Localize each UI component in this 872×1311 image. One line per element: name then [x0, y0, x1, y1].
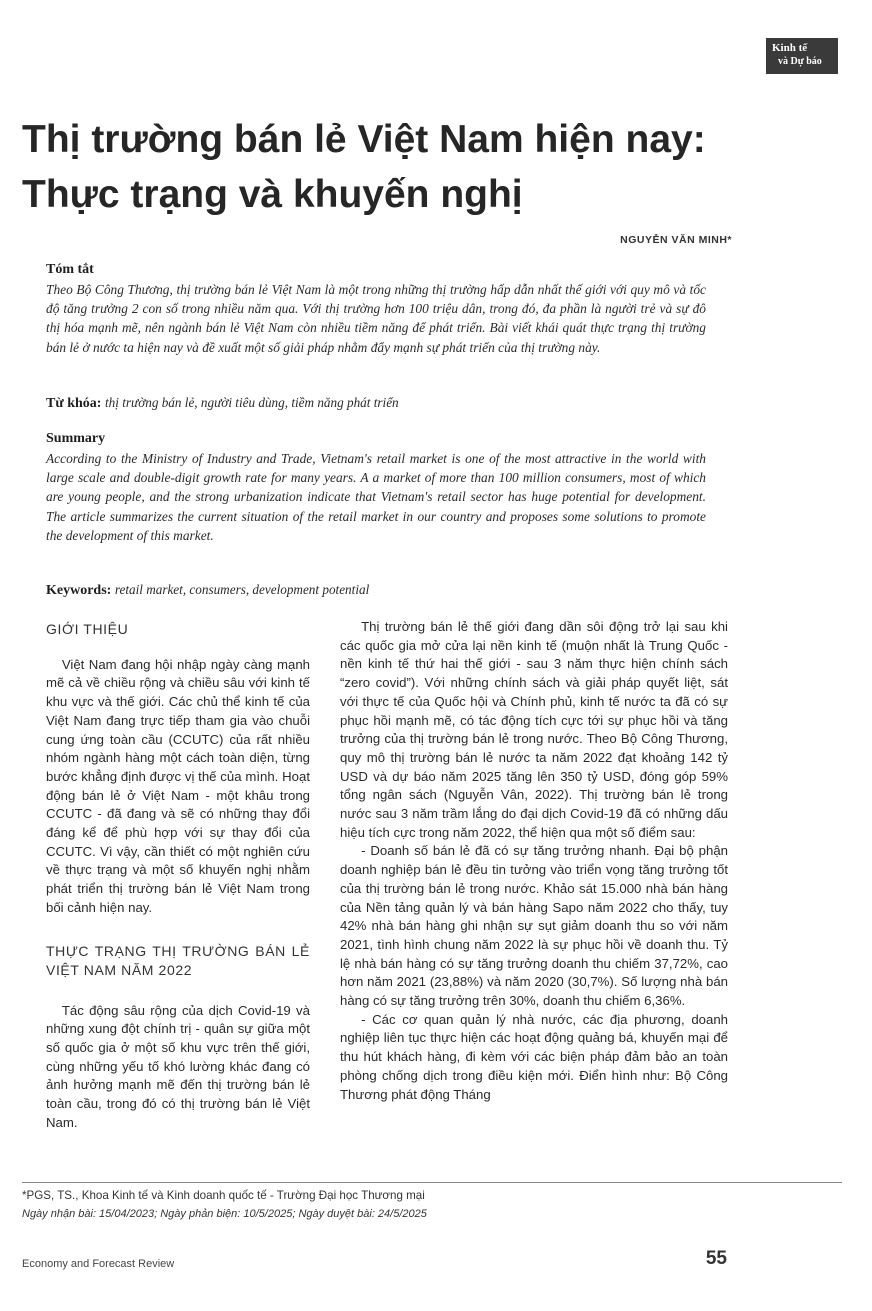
right-paragraph-3: - Các cơ quan quản lý nhà nước, các địa phương, doanh nghiệp liên tục thực hiện các hoạt động quảng bá, khuyến mại để thu hút khách hàng, đi kèm với các biện pháp đảm bảo an toàn phòng chống dịch trong điều kiện mới. Điển hình như: Bộ Công Thương phát động Tháng: [340, 1011, 728, 1102]
keywords-vi-label: Từ khóa:: [46, 396, 102, 411]
author-name: NGUYỄN VĂN MINH*: [620, 234, 732, 246]
section-intro-title: GIỚI THIỆU: [46, 621, 129, 637]
left-column: [46, 620, 310, 1132]
right-column: [340, 618, 728, 1104]
section-status-text: Tác động sâu rộng của dịch Covid-19 và những xung đột chính trị - quân sự giữa một số quốc gia ở một số khu vực trên thế giới, cùng những yếu tố khó lường khác đang có ảnh hưởng mạnh mẽ đến thị trường bán lẻ toàn cầu, trong đó có thị trường bán lẻ Việt Nam.: [46, 1002, 310, 1130]
article-title: [22, 112, 782, 222]
section-intro-text: Việt Nam đang hội nhập ngày càng mạnh mẽ cả về chiều rộng và chiều sâu với kinh tế khu vực và thế giới. Các chủ thể kinh tế của Việt Nam đang trực tiếp tham gia vào chuỗi cung ứng toàn cầu (CCUTC) của rất nhiều nhóm ngành hàng một cách toàn diện, từng bước khẳng định được vị thế của mình. Hoạt động bán lẻ ở Việt Nam - một khâu trong CCUTC - đã đang và sẽ có những thay đổi đáng kể để phù hợp với sự thay đổi của CCUTC. Vì vậy, cần thiết có một nghiên cứu về thực trạng và một số khuyến nghị nhằm phát triển thị trường bán lẻ Việt Nam trong bối cảnh hiện nay.: [46, 656, 310, 915]
journal-badge: [766, 38, 838, 74]
abstract-en: [46, 431, 706, 545]
keywords-en-text: retail market, consumers, development potential: [114, 582, 370, 597]
footnote-affiliation: *PGS, TS., Khoa Kinh tế và Kinh doanh quốc tế - Trường Đại học Thương mại: [22, 1189, 425, 1202]
title-line1: Thị trường bán lẻ Việt Nam hiện nay:: [22, 118, 706, 161]
section-status-title: THỰC TRẠNG THỊ TRƯỜNG BÁN LẺ VIỆT NAM NĂM 2022: [46, 942, 310, 978]
abstract-en-text: According to the Ministry of Industry and Trade, Vietnam's retail market is one of the most attractive in the world with large scale and double-digit growth rate for many years. A a market of more than 100 million consumers, most of which are young people, and the strong urbanization indicate that Vietnam's retail sector has huge potential for development. The article summarizes the current situation of the retail market in our country and proposes some solutions to promote the development of this market.: [46, 451, 706, 543]
keywords-vi: [46, 395, 399, 412]
footnote: [22, 1182, 842, 1223]
badge-line1: Kinh tế: [772, 42, 808, 54]
title-line2: Thực trạng và khuyến nghị: [22, 173, 523, 216]
keywords-en: [46, 582, 369, 599]
journal-name: Economy and Forecast Review: [22, 1258, 175, 1270]
right-paragraph-2: - Doanh số bán lẻ đã có sự tăng trưởng nhanh. Đại bộ phận doanh nghiệp bán lẻ đều tin tưởng vào triển vọng tăng trưởng tốt của thị trường bán lẻ trong nước. Khảo sát 15.000 nhà bán hàng của Nền tảng quản lý và bán hàng Sapo năm 2022 cho thấy, tuy 42% nhà bán hàng ghi nhận sự sụt giảm doanh thu so với năm 2021, tình hình chung năm 2022 là sự phục hồi về doanh thu. Tỷ lệ nhà bán hàng có sự tăng trưởng doanh thu chiếm 37,72%, cao hơn năm 2021 (23,88%) và năm 2020 (30,7%). Số lượng nhà bán hàng có sự tăng trưởng trên 30%, doanh thu chiếm 6,36%.: [340, 843, 728, 1009]
abstract-vi-text: Theo Bộ Công Thương, thị trường bán lẻ Việt Nam là một trong những thị trường hấp dẫn nhất thế giới với quy mô và tốc độ tăng trưởng 2 con số trong nhiều năm qua. Với thị trường hơn 100 triệu dân, trong đó, đa phần là người trẻ và sự đô thị hóa mạnh mẽ, nên ngành bán lẻ Việt Nam còn nhiều tiềm năng để phát triển. Bài viết khái quát thực trạng thị trường bán lẻ ở nước ta hiện nay và đề xuất một số giải pháp nhằm đẩy mạnh sự phát triển của thị trường này.: [46, 282, 706, 355]
abstract-en-heading: Summary: [46, 431, 106, 446]
keywords-vi-text: thị trường bán lẻ, người tiêu dùng, tiềm năng phát triển: [104, 395, 399, 410]
abstract-vi-heading: Tóm tắt: [46, 262, 94, 277]
keywords-en-label: Keywords:: [46, 583, 112, 598]
page-number: 55: [705, 1248, 727, 1269]
badge-line2: và Dự báo: [778, 56, 822, 67]
right-paragraph-1: Thị trường bán lẻ thế giới đang dần sôi động trở lại sau khi các quốc gia mở cửa lại nền kinh tế (muộn nhất là Trung Quốc - nền kinh tế thứ hai thế giới - sau 3 năm thực hiện chính sách “zero covid”). Với những chính sách và giải pháp quyết liệt, sát với thực tế của Quốc hội và Chính phủ, kinh tế nước ta đã có sự phục hồi mạnh mẽ, có tác động tích cực tới sự phục hồi và tăng trưởng của thị trường bán lẻ trong nước. Theo Bộ Công Thương, quy mô thị trường bán lẻ nước ta năm 2022 đạt khoảng 142 tỷ USD và dự báo năm 2025 tăng lên 350 tỷ USD, đóng góp 59% tổng ngân sách (Nguyễn Vân, 2022). Thị trường bán lẻ trong nước sau 3 năm trầm lắng do đại dịch Covid-19 đã có những dấu hiệu tích cực trong năm 2022, thể hiện qua một số điểm sau:: [340, 619, 728, 840]
footnote-dates: Ngày nhận bài: 15/04/2023; Ngày phản biện: 10/5/2025; Ngày duyệt bài: 24/5/2025: [22, 1208, 427, 1220]
abstract-vi: [46, 262, 706, 357]
